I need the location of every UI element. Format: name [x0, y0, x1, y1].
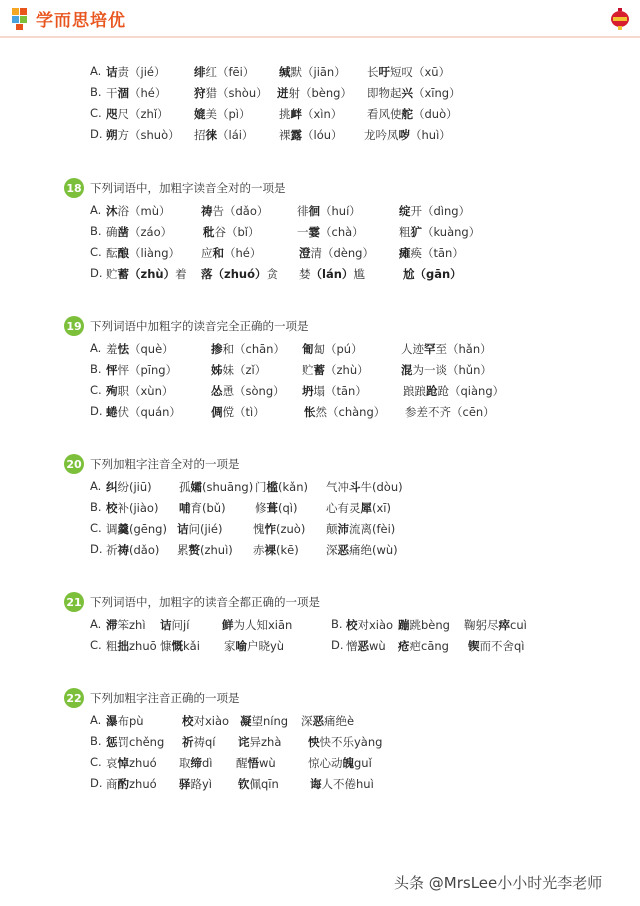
- page-header: [0, 0, 640, 38]
- brand-mark-icon: [12, 8, 32, 30]
- question-stem: 下列词语中加粗字的读音完全正确的一项是: [90, 319, 309, 333]
- question-number-badge: 19: [64, 316, 84, 336]
- brand-logo: [12, 6, 126, 31]
- question-number-badge: 21: [64, 592, 84, 612]
- question-number-badge: 22: [64, 688, 84, 708]
- question-18-header: [64, 178, 286, 198]
- source-watermark: 头条 @MrsLee小小时光李老师: [394, 874, 603, 892]
- question-stem: 下列词语中，加粗字读音全对的一项是: [90, 181, 286, 195]
- question-stem: 下列词语中，加粗字的读音全都正确的一项是: [90, 595, 320, 609]
- question-stem: 下列加粗字注音全对的一项是: [90, 457, 240, 471]
- lantern-icon: [610, 8, 630, 30]
- question-number-badge: 18: [64, 178, 84, 198]
- question-number-badge: 20: [64, 454, 84, 474]
- question-19-header: [64, 316, 309, 336]
- question-22-header: [64, 688, 240, 708]
- question-20-header: [64, 454, 240, 474]
- brand-name: 学而思培优: [36, 11, 126, 31]
- question-stem: 下列加粗字注音正确的一项是: [90, 691, 240, 705]
- question-21-header: [64, 592, 320, 612]
- header-divider: [0, 36, 640, 38]
